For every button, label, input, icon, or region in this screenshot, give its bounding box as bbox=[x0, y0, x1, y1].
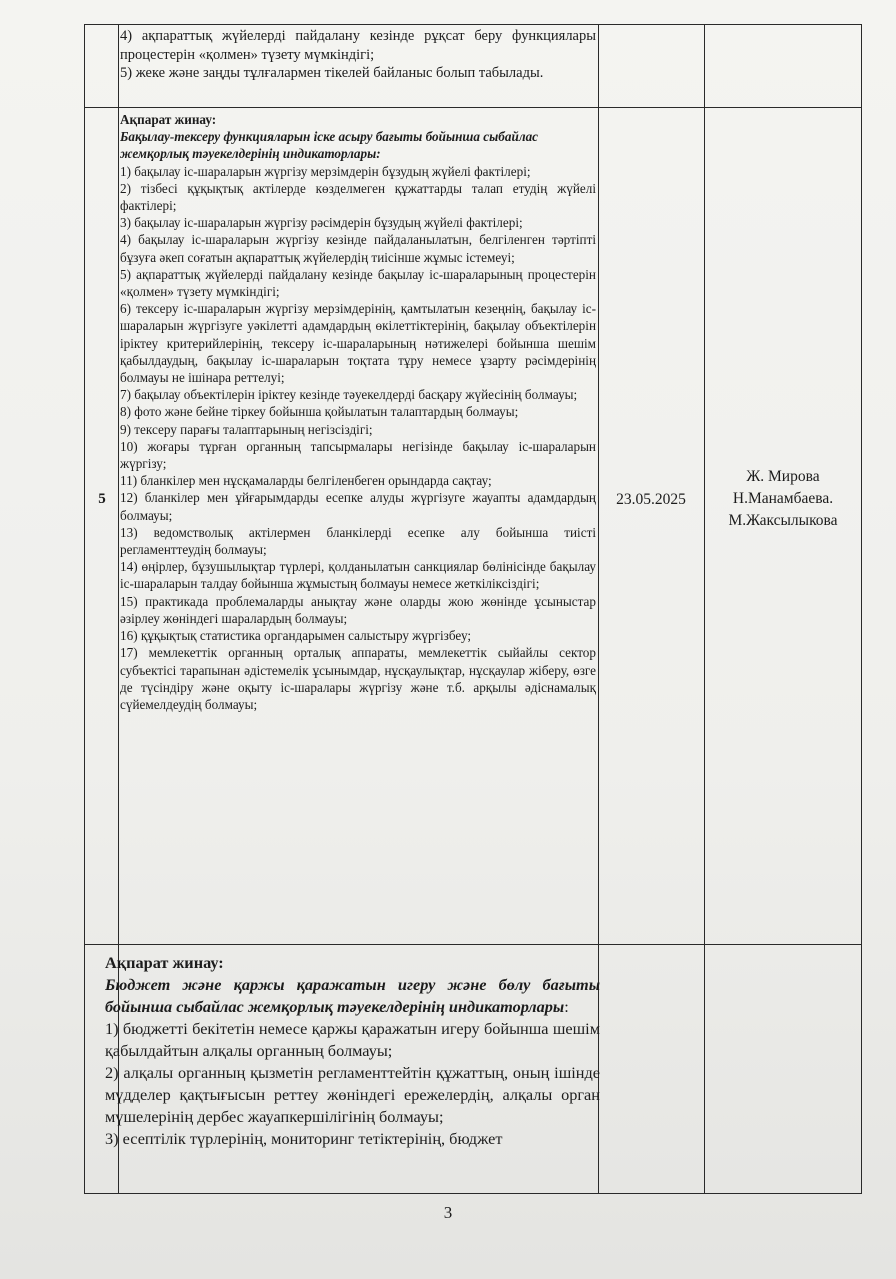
plan-table bbox=[84, 24, 862, 1194]
row-divider-1 bbox=[85, 107, 861, 108]
list-item: 16) құқықтық статистика органдарымен салыстыру жүргізбеу; bbox=[120, 628, 472, 644]
list-item: 10) жоғары тұрған органның тапсырмалары негізінде бақылау іс-шараларын жүргізу; bbox=[120, 438, 596, 472]
list-item: 12) бланкілер мен ұйғарымдарды есепке алуды жүргізуге жауапты адамдардың болмауы; bbox=[120, 490, 596, 523]
row-divider-2 bbox=[85, 944, 861, 945]
list-item: 9) тексеру парағы талаптарының негізсіздігі; bbox=[120, 421, 373, 437]
list-item: 2) тізбесі құқықтық актілерде көзделмеген құжаттарды талап етудің жүйелі фактілері; bbox=[120, 180, 596, 214]
list-item: 3) есептілік түрлерінің, мониторинг тетіктерінің, бюджет bbox=[105, 1129, 503, 1148]
responsible-name: Н.Манамбаева. bbox=[732, 490, 834, 507]
row-top-content bbox=[120, 27, 596, 83]
list-item: 17) мемлекеттік органның орталық аппараты, мемлекеттік сыйайлы сектор субъектісі тарапынан әдістемелік ұсынымдар, нұсқаулықтар, нұсқаулар жіберу, өзге де түсіндіру және оқыту іс-шаралары жүргізу және т.б. арқылы әдіснамалық сүйемелдеудің болмауы; bbox=[120, 645, 596, 712]
list-item: 15) практикада проблемаларды анықтау және оларды жою жөнінде ұсыныстар әзірлеу жөніндегі шаралардың болмауы; bbox=[120, 593, 596, 626]
col-divider-date bbox=[704, 25, 705, 1193]
list-item: 3) бақылау іс-шараларын жүргізу рәсімдерін бұзудың жүйелі фактілері; bbox=[120, 215, 523, 231]
list-item: 5) ақпараттық жүйелерді пайдалану кезінде бақылау іс-шараларының процестерін «қолмен» түзету мүмкіндігі; bbox=[120, 266, 596, 300]
list-item: 1) бақылау іс-шараларын жүргізу мерзімдерін бұзудың жүйелі фактілері; bbox=[120, 163, 531, 179]
responsible-persons bbox=[705, 466, 861, 532]
list-item: 14) өңірлер, бұзушылықтар түрлері, қолданылатын санкциялар бөлінісінде бақылау іс-шараларын талдау бойынша жұмыстың болмауы немесе жеткіліксіздігі; bbox=[120, 559, 596, 592]
list-item: 1) бюджетті бекітетін немесе қаржы қаражатын игеру бойынша шешім қабылдайтын алқалы органның болмауы; bbox=[105, 1019, 600, 1060]
list-item: 11) бланкілер мен нұсқамаларды белгіленбеген орындарда сақтау; bbox=[120, 473, 492, 489]
row-number: 5 bbox=[98, 491, 106, 507]
row-top-item: 4) ақпараттық жүйелерді пайдалану кезінде рұқсат беру функциялары процестерін «қолмен» түзету мүмкіндігі; bbox=[120, 28, 596, 63]
deadline-date: 23.05.2025 bbox=[616, 491, 686, 508]
row-top-item: 5) жеке және заңды тұлғалармен тікелей байланыс болып табылады. bbox=[120, 65, 544, 81]
responsible-name: Ж. Мирова bbox=[746, 468, 820, 485]
row5-heading: Ақпарат жинау: bbox=[120, 112, 217, 127]
list-item: 6) тексеру іс-шараларын жүргізу мерзімдерінің, қамтылатын кезеңнің, бақылау іс-шараларын жүргізуге уәкілетті адамдардың өкілеттіктерінің, бақылау объектілерін іріктеу критерийлерінің, тексеру іс-шараларының нәтижелері бойынша шешім қабылдаудың, бақылау іс-шараларын тоқтата тұру немесе ұзарту рәсімдерінің болмауы не ішінара реттелуі; bbox=[120, 301, 596, 386]
list-item: 8) фото және бейне тіркеу бойынша қойылатын талаптардың болмауы; bbox=[120, 404, 519, 420]
list-item: 4) бақылау іс-шараларын жүргізу кезінде пайдаланылатын, белгіленген тәртіпті бұзуға әкеп соғатын ақпараттық жүйелердің тиісінше жұмыс істемеуі; bbox=[120, 232, 596, 265]
list-item: 7) бақылау объектілерін іріктеу кезінде тәуекелдерді басқару жүйесінің болмауы; bbox=[120, 387, 578, 403]
row-bottom-subheading-tail: : bbox=[564, 997, 569, 1016]
list-item: 2) алқалы органның қызметін регламенттейтін құжаттың, оның ішінде мүдделер қақтығысын реттеу жөніндегі ережелердің, алқалы орган мүшелерінің дербес жауапкершілігінің болмауы; bbox=[105, 1063, 600, 1126]
list-item: 13) ведомстволық актілермен бланкілерді есепке алу бойынша тиісті регламенттеудің болмауы; bbox=[120, 524, 596, 558]
responsible-name: М.Жаксылыкова bbox=[728, 512, 838, 529]
page-number: 3 bbox=[443, 1203, 453, 1222]
row5-content bbox=[120, 111, 596, 713]
row-bottom-heading: Ақпарат жинау: bbox=[105, 953, 224, 972]
row-bottom-content bbox=[105, 952, 600, 1150]
row-bottom-subheading: Бюджет және қаржы қаражатын игеру және бөлу бағыты бойынша сыбайлас жемқорлық тәуекелдерінің индикаторлары bbox=[105, 975, 600, 1016]
row5-subheading: Бақылау-тексеру функцияларын іске асыру бағыты бойынша сыбайлас жемқорлық тәуекелдерінің индикаторлары: bbox=[120, 129, 539, 162]
